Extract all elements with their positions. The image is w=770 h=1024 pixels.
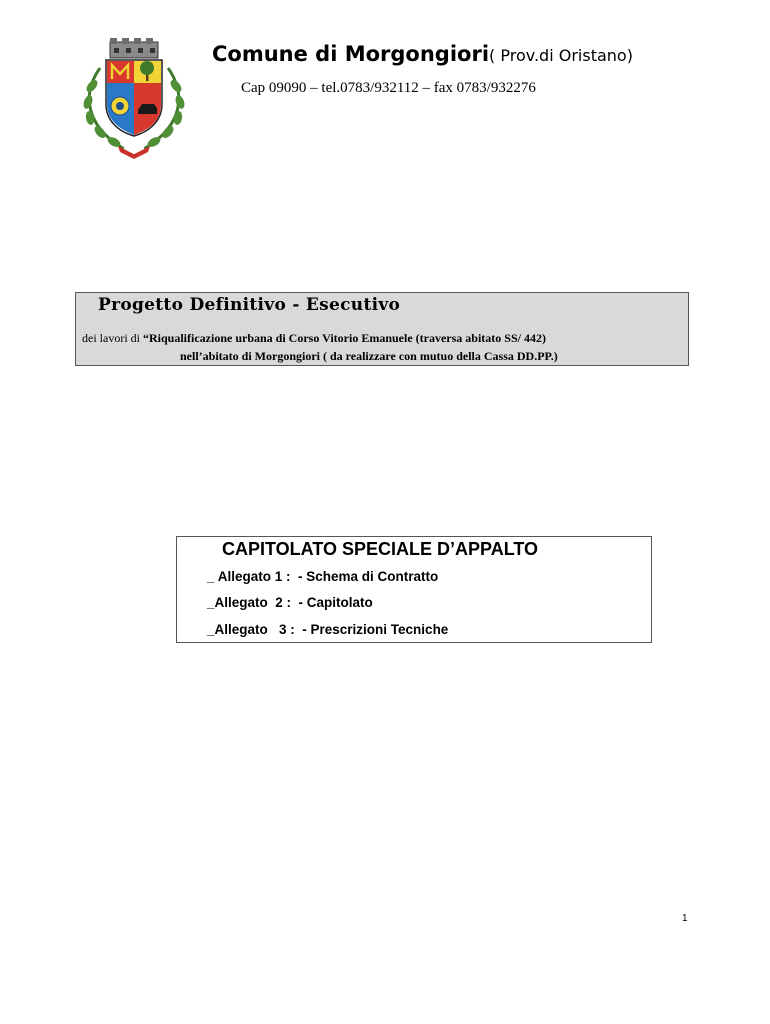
project-heading: Progetto Definitivo - Esecutivo <box>98 295 401 315</box>
comune-name: Comune di Morgongiori <box>212 42 490 66</box>
document-title <box>212 42 633 66</box>
project-description-line1 <box>82 331 546 346</box>
project-description-line2: nell’abitato di Morgongiori ( da realizzare con mutuo della Cassa DD.PP.) <box>180 349 558 363</box>
province-label: ( Prov.di Oristano) <box>489 46 633 65</box>
municipal-coat-of-arms-icon <box>78 38 190 160</box>
capitolato-title: CAPITOLATO SPECIALE D’APPALTO <box>222 539 539 559</box>
project-line1-title: “Riqualificazione urbana di Corso Vitorio Emanuele (traversa abitato SS/ 442) <box>142 331 546 345</box>
project-box <box>75 292 689 366</box>
allegato-item: _Allegato 2 : - Capitolato <box>207 595 373 610</box>
contact-info: Cap 09090 – tel.0783/932112 – fax 0783/932276 <box>241 80 536 96</box>
allegato-item: _Allegato 3 : - Prescrizioni Tecniche <box>207 622 449 637</box>
allegato-item: _ Allegato 1 : - Schema di Contratto <box>207 569 439 584</box>
capitolato-box <box>176 536 652 643</box>
page-number: 1 <box>682 913 688 924</box>
project-line1-lead: dei lavori di <box>82 331 143 345</box>
